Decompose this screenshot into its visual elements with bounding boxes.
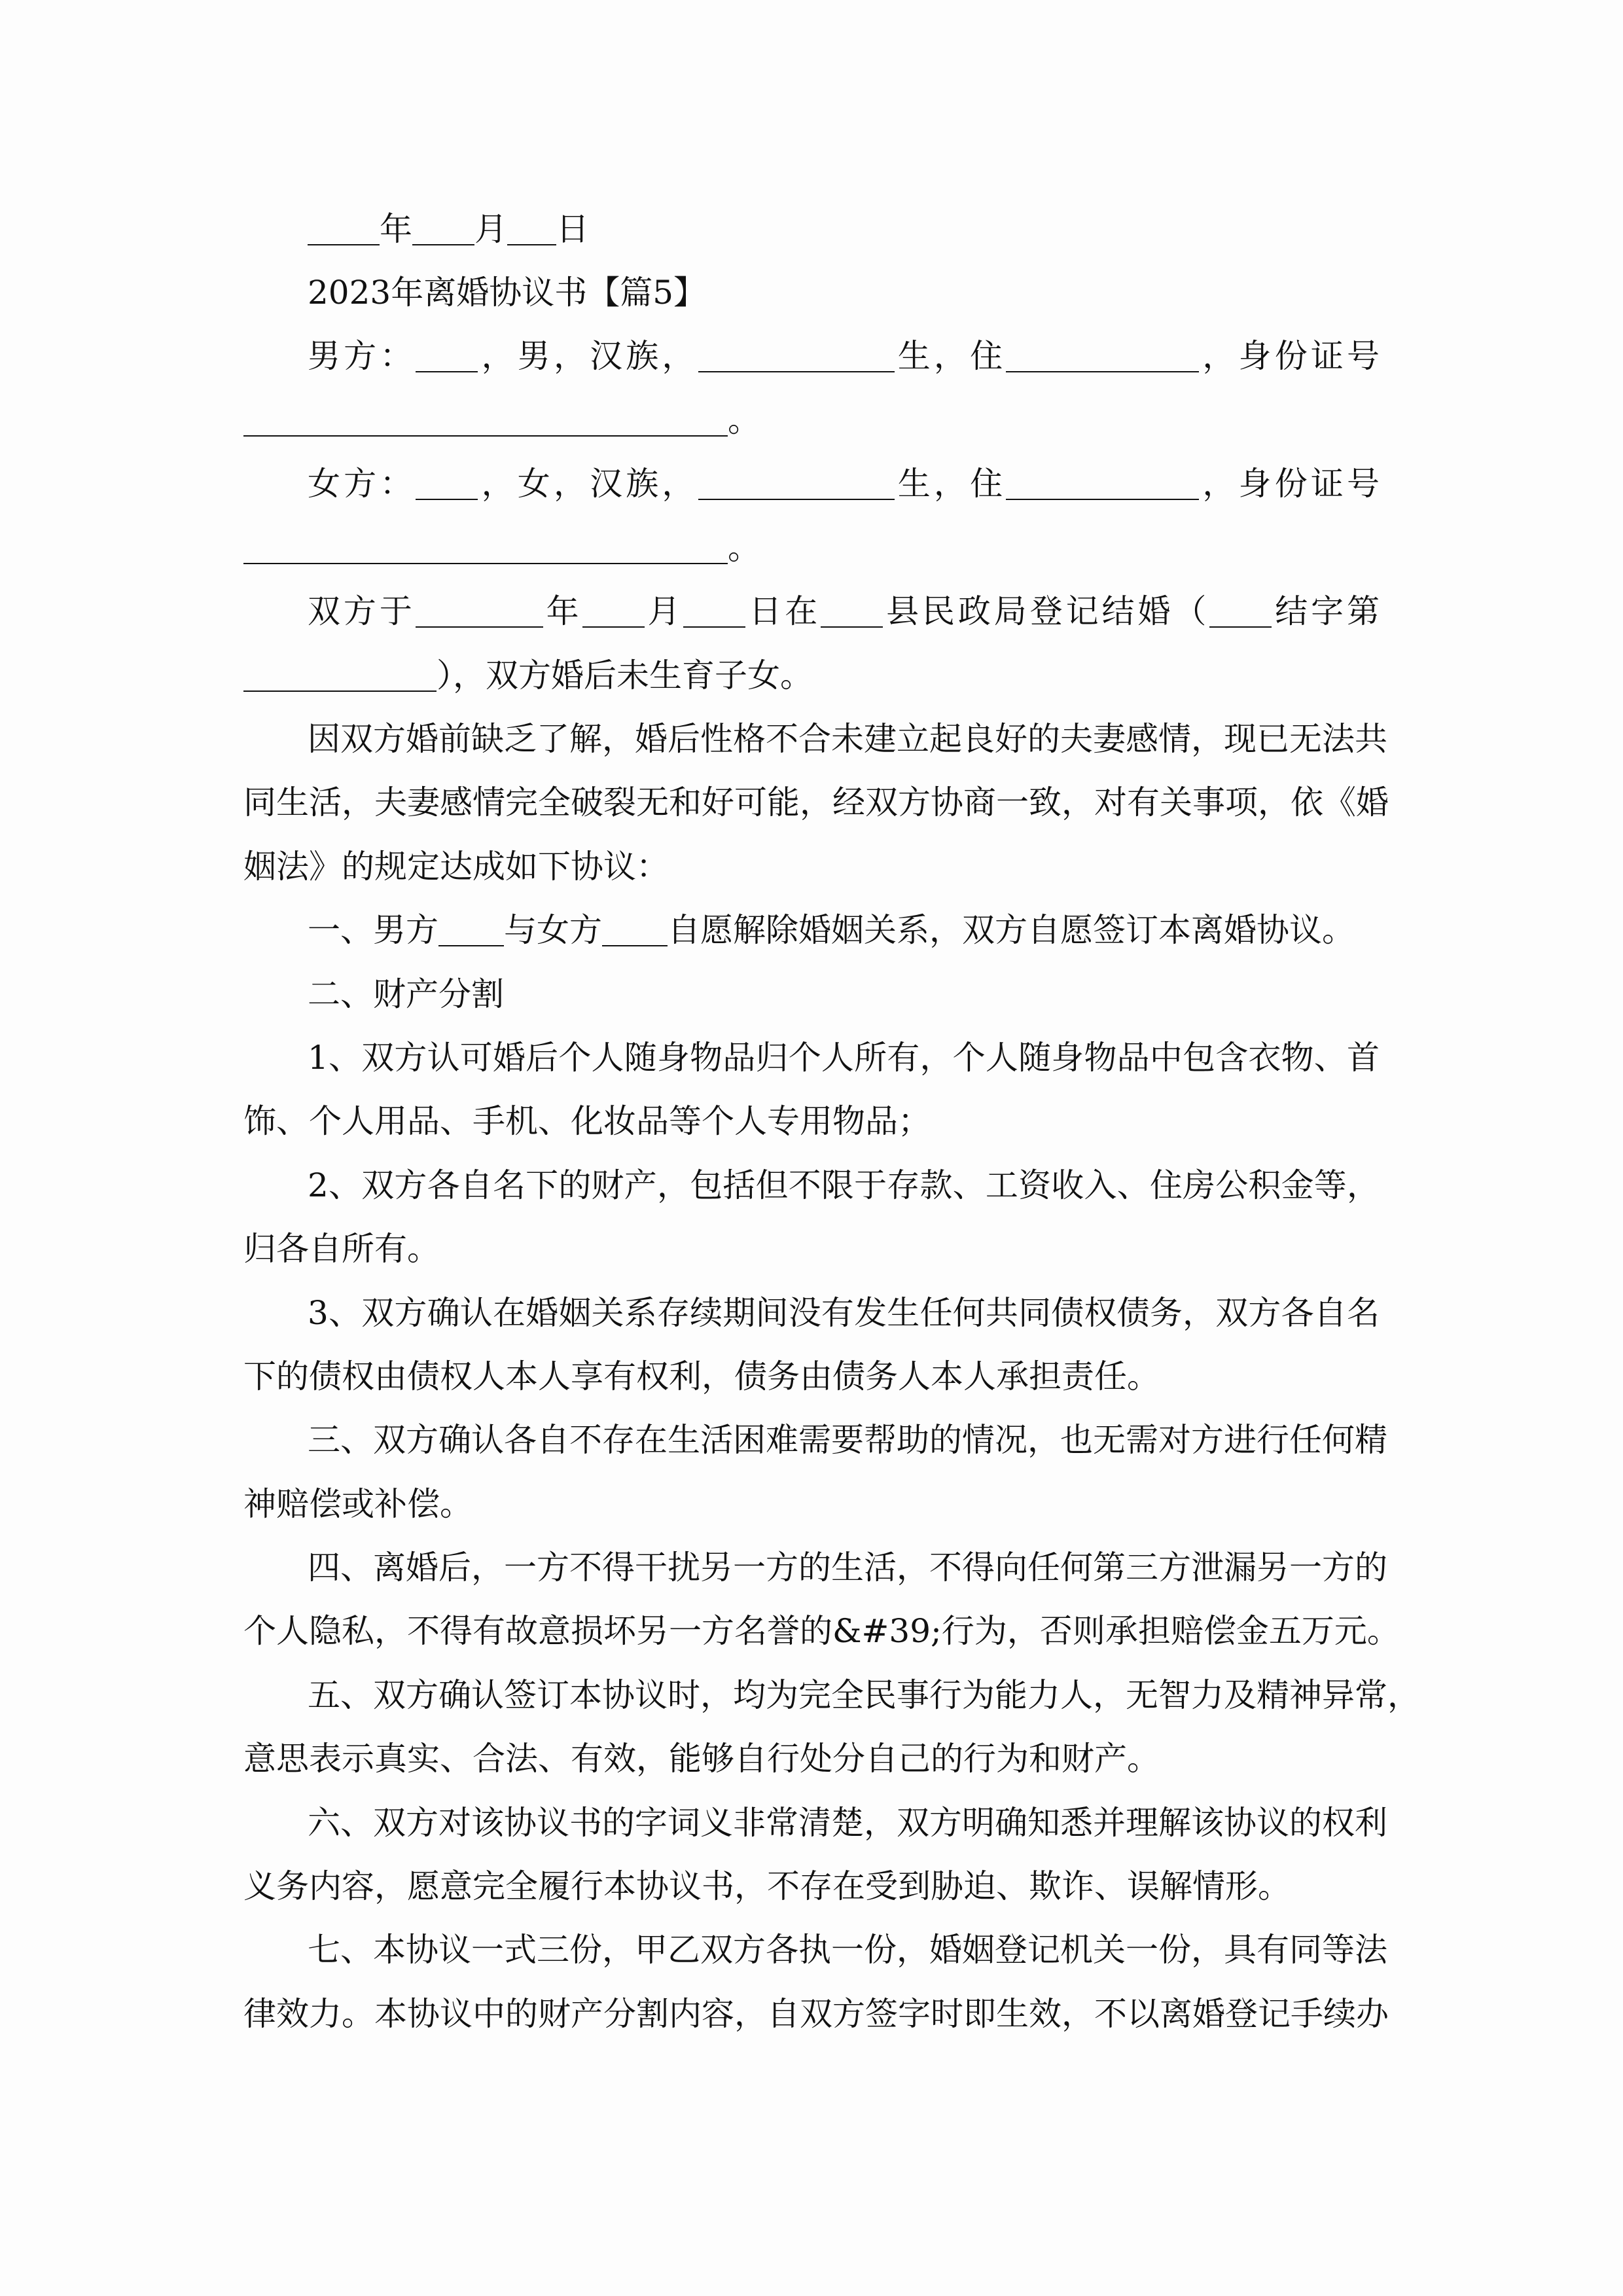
reason-line-1: 因双方婚前缺乏了解，婚后性格不合未建立起良好的夫妻感情，现已无法共 <box>308 720 1387 758</box>
item-1-line-2: 饰、个人用品、手机、化妆品等个人专用物品； <box>243 1102 931 1140</box>
reg-text-6: 结字第 <box>1272 592 1380 630</box>
male-label: 男方： <box>308 337 416 375</box>
male-name-blank <box>416 333 478 372</box>
male-party-line <box>308 324 1380 388</box>
clause-1-text-2: 与女方 <box>504 911 602 949</box>
clause-7-line-1: 七、本协议一式三份，甲乙双方各执一份，婚姻登记机关一份，具有同等法 <box>308 1931 1387 1969</box>
male-gender: ，男，汉族， <box>478 337 698 375</box>
item-3-line-2: 下的债权由债权人本人享有权利，债务由债务人本人承担责任。 <box>243 1357 1160 1395</box>
clause-1-text-3: 自愿解除婚姻关系，双方自愿签订本离婚协议。 <box>668 911 1355 949</box>
reg-cert-prefix-blank <box>1209 588 1272 628</box>
reg-text-7: ），双方婚后未生育子女。 <box>437 656 813 694</box>
male-id-line <box>243 388 1380 452</box>
female-birth-blank <box>698 461 895 500</box>
item-2-line-2: 归各自所有。 <box>243 1230 440 1268</box>
female-label: 女方： <box>308 465 416 503</box>
male-id-label: ，身份证号 <box>1199 337 1380 375</box>
clause-6-line-2: 义务内容，愿意完全履行本协议书，不存在受到胁迫、欺诈、误解情形。 <box>243 1867 1291 1905</box>
clause-4-line-1: 四、离婚后，一方不得干扰另一方的生活，不得向任何第三方泄漏另一方的 <box>308 1549 1387 1587</box>
female-gender: ，女，汉族， <box>478 465 698 503</box>
male-birth-blank <box>698 333 895 372</box>
day-blank <box>507 206 556 245</box>
male-address-blank <box>1006 333 1199 372</box>
male-born: 生，住 <box>894 337 1007 375</box>
reg-text-3: 月 <box>644 592 684 630</box>
day-label: 日 <box>556 210 589 248</box>
year-label: 年 <box>380 210 412 248</box>
reg-text-1: 双方于 <box>308 592 416 630</box>
female-id-label: ，身份证号 <box>1199 465 1380 503</box>
document-title: 2023年离婚协议书【篇5】 <box>308 274 707 312</box>
reg-year-blank <box>416 588 543 628</box>
clause-1 <box>308 898 1380 962</box>
reg-day-blank <box>683 588 745 628</box>
reason-line-2: 同生活，夫妻感情完全破裂无和好可能，经双方协商一致，对有关事项，依《婚 <box>243 783 1389 821</box>
item-2-line-1: 2、双方各自名下的财产，包括但不限于存款、工资收入、住房公积金等， <box>308 1166 1380 1204</box>
date-line <box>308 197 1380 261</box>
female-born: 生，住 <box>894 465 1007 503</box>
clause-4-line-2: 个人隐私，不得有故意损坏另一方名誉的&#39;行为，否则承担赔偿金五万元。 <box>243 1612 1400 1650</box>
clause-6-line-1: 六、双方对该协议书的字词义非常清楚，双方明确知悉并理解该协议的权利 <box>308 1804 1387 1842</box>
reg-text-2: 年 <box>543 592 582 630</box>
clause-1-text-1: 一、男方 <box>308 911 438 949</box>
clause-2-title: 二、财产分割 <box>308 975 504 1013</box>
item-3-line-1: 3、双方确认在婚姻关系存续期间没有发生任何共同债权债务，双方各自名 <box>308 1294 1380 1332</box>
marriage-reg-line <box>308 579 1380 643</box>
marriage-reg-line-2 <box>243 643 1380 708</box>
month-label: 月 <box>474 210 507 248</box>
clause-1-male-blank <box>438 907 504 946</box>
female-id-blank <box>243 525 728 564</box>
female-id-line <box>243 516 1380 580</box>
clause-7-line-2: 律效力。本协议中的财产分割内容，自双方签字时即生效，不以离婚登记手续办 <box>243 1995 1389 2033</box>
female-party-line <box>308 452 1380 516</box>
clause-5-line-2: 意思表示真实、合法、有效，能够自行处分自己的行为和财产。 <box>243 1740 1160 1778</box>
clause-5-line-1: 五、双方确认签订本协议时，均为完全民事行为能力人，无智力及精神异常， <box>308 1676 1420 1714</box>
year-blank <box>308 206 380 245</box>
clause-1-female-blank <box>602 907 668 946</box>
female-address-blank <box>1006 461 1199 500</box>
reg-month-blank <box>582 588 645 628</box>
reg-county-blank <box>821 588 883 628</box>
reg-text-4: 日在 <box>745 592 821 630</box>
male-id-end: 。 <box>728 401 760 439</box>
reg-text-5: 县民政局登记结婚（ <box>883 592 1210 630</box>
item-1-line-1: 1、双方认可婚后个人随身物品归个人所有，个人随身物品中包含衣物、首 <box>308 1039 1380 1077</box>
male-id-blank <box>243 397 728 437</box>
clause-3-line-2: 神赔偿或补偿。 <box>243 1485 473 1523</box>
female-id-end: 。 <box>728 529 760 567</box>
clause-3-line-1: 三、双方确认各自不存在生活困难需要帮助的情况，也无需对方进行任何精 <box>308 1421 1387 1459</box>
reason-line-3: 姻法》的规定达成如下协议： <box>243 848 669 886</box>
female-name-blank <box>416 461 478 500</box>
month-blank <box>412 206 474 245</box>
reg-cert-number-blank <box>243 653 437 692</box>
